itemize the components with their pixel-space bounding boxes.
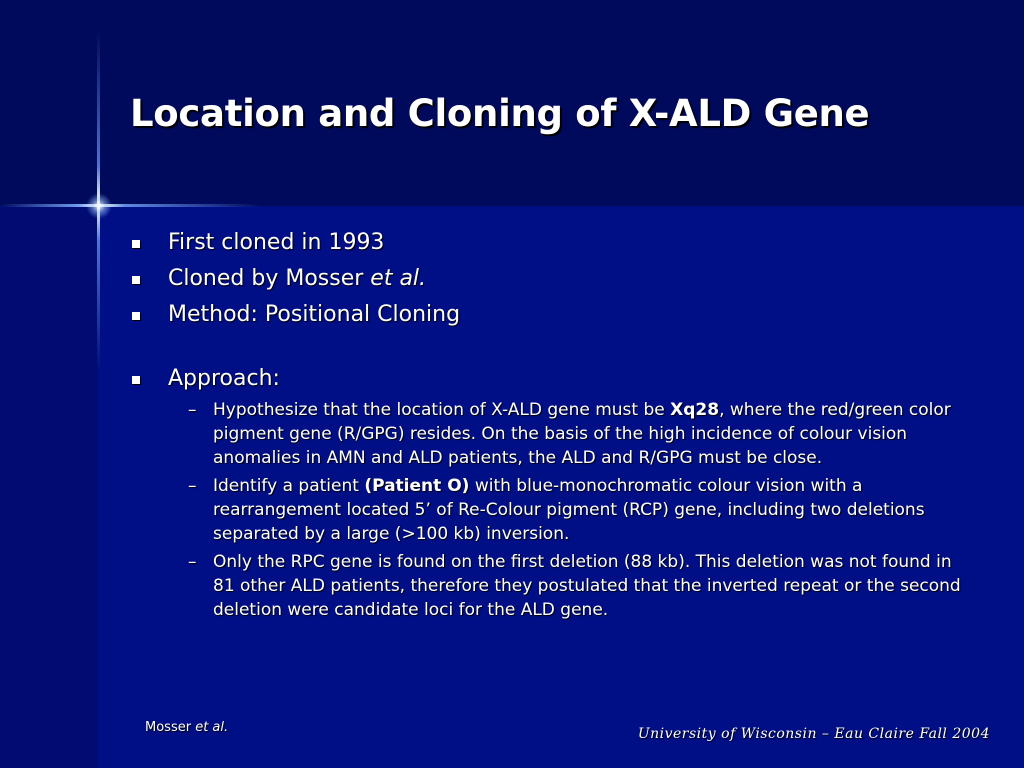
sub-bullet-text: Identify a patient <box>213 476 365 496</box>
footer-institution: University of Wisconsin – Eau Claire Fall 2004 <box>637 726 990 742</box>
sub-bullet-item <box>168 398 975 470</box>
dash-bullet-icon: – <box>188 400 197 420</box>
bullet-text: Approach: <box>168 366 280 391</box>
sub-bullet-text-bold: (Patient O) <box>364 476 470 496</box>
sub-bullet-list <box>168 398 960 622</box>
sub-bullet-text: Only the RPC gene is found on the first deletion (88 kb). This deletion was not found in 81 other ALD patients, therefore they postulated that the inverted repeat or the second deletion were candidate loci for the ALD gene. <box>213 552 961 620</box>
bullet-text: First cloned in 1993 <box>168 230 385 255</box>
bullet-list <box>130 228 960 622</box>
bullet-text: Method: Positional Cloning <box>168 302 461 327</box>
dash-bullet-icon: – <box>188 552 197 572</box>
footer-citation-text: Mosser <box>145 720 196 735</box>
footer-citation-italic: et al. <box>195 720 229 735</box>
footer-citation <box>145 720 228 735</box>
bullet-text-italic: et al. <box>370 266 427 291</box>
square-bullet-icon <box>132 312 140 320</box>
sub-bullet-text: with blue-monochromatic colour vision with a rearrangement located 5’ of Re-Colour pigment (RCP) gene, including two deletions separated by a large (>100 kb) inversion. <box>213 476 925 544</box>
sub-bullet-text: , where the red/green color pigment gene (R/GPG) resides. On the basis of the high incidence of colour vision anomalies in AMN and ALD patients, the ALD and R/GPG must be close. <box>213 400 951 468</box>
square-bullet-icon <box>132 240 140 248</box>
bullet-item <box>130 228 960 258</box>
slide-body <box>130 228 960 628</box>
sub-bullet-item <box>168 474 975 546</box>
bullet-text: Cloned by Mosser <box>168 266 371 291</box>
square-bullet-icon <box>132 376 140 384</box>
light-flare-horizontal <box>0 204 260 207</box>
square-bullet-icon <box>132 276 140 284</box>
sub-bullet-item <box>168 550 975 622</box>
sub-bullet-text: Hypothesize that the location of X-ALD gene must be <box>213 400 671 420</box>
sub-bullet-text-bold: Xq28 <box>670 400 720 420</box>
bullet-item <box>130 364 960 622</box>
bullet-item <box>130 264 960 294</box>
bullet-item <box>130 300 960 330</box>
dash-bullet-icon: – <box>188 476 197 496</box>
slide-title: Location and Cloning of X-ALD Gene <box>130 92 870 135</box>
light-flare-star-icon <box>86 193 112 219</box>
